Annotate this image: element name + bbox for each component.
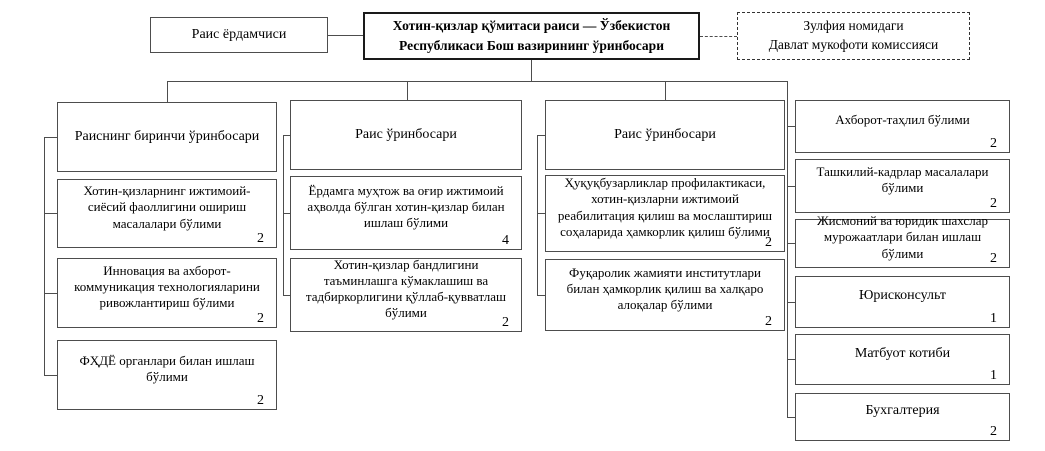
dept-label: Ёрдамга муҳтож ва оғир ижтимоий аҳволда бўлган хотин-қизлар билан ишлаш бўлими (307, 182, 505, 231)
staff-count: 2 (502, 314, 509, 330)
staff-count: 4 (502, 232, 509, 248)
box-unit-press-secretary (795, 334, 1010, 385)
first-deputy-label: Раиснинг биринчи ўринбосари (74, 129, 260, 145)
staff-count: 2 (990, 250, 997, 266)
box-unit-appeals (795, 213, 1010, 268)
box-dept-employment-entrepreneurship (290, 258, 522, 332)
connector-chairman-down (531, 60, 532, 81)
staff-count: 1 (990, 310, 997, 326)
commission-label-line2: Давлат мукофоти комиссияси (768, 37, 939, 52)
dept-label: Хотин-қизларнинг ижтимоий-сиёсий фаоллигини ошириш масалалари бўлими (83, 183, 251, 231)
deputy2-label: Раис ўринбосари (614, 127, 716, 143)
dept-label: Фуқаролик жамияти институтлари билан ҳамкорлик қилиш ва халқаро алоқалар бўлими (566, 264, 764, 313)
connector-col3-stub (665, 81, 666, 100)
unit-label: Ташкилий-кадрлар масалалари бўлими (816, 163, 989, 195)
connector-unit3-stub (787, 243, 795, 244)
connector-unit6-stub (787, 417, 795, 418)
connector-col3-spine (537, 135, 538, 295)
staff-count: 2 (990, 195, 997, 211)
staff-count: 2 (257, 392, 264, 408)
box-dept-needy-women (290, 176, 522, 250)
box-chair-assistant (150, 17, 328, 53)
unit-label: Матбуот котиби (854, 345, 951, 361)
box-first-deputy-chairman (57, 102, 277, 172)
staff-count: 1 (990, 367, 997, 383)
dept-label: Ҳуқуқбузарликлар профилактикаси, хотин-қизларни ижтимоий реабилитация қилиш ва мослаштириш соҳаларида ҳамкорлик қилиш бўлими (557, 175, 773, 239)
connector-col1-spine (44, 137, 45, 375)
staff-count: 2 (765, 234, 772, 250)
box-dept-civil-registry (57, 340, 277, 410)
connector-col2-stub (407, 81, 408, 100)
deputy1-label: Раис ўринбосари (355, 127, 457, 143)
chairman-label-line1: Хотин-қизлар қўмитаси раиси — Ўзбекистон (392, 18, 671, 34)
box-deputy-chairman-2 (545, 100, 785, 170)
box-dept-innovation-ict (57, 258, 277, 328)
staff-count: 2 (765, 313, 772, 329)
staff-count: 2 (990, 423, 997, 439)
connector-col1-child3-stub (44, 375, 57, 376)
connector-main-horizontal (167, 81, 788, 82)
unit-label: Жисмоний ва юридик шахслар мурожаатлари билан ишлаш бўлими (817, 213, 988, 261)
connector-col2-child2-stub (283, 295, 290, 296)
connector-col3-child2-stub (537, 295, 545, 296)
connector-col2-header-stub (283, 135, 290, 136)
box-dept-offense-prevention-rehabilitation (545, 175, 785, 252)
box-unit-legal-adviser (795, 276, 1010, 328)
box-zulfiya-commission (737, 12, 970, 60)
box-unit-accounting (795, 393, 1010, 441)
connector-col2-spine (283, 135, 284, 295)
staff-count: 2 (990, 135, 997, 151)
dept-label: Инновация ва ахборот-коммуникация технологияларини ривожлантириш бўлими (74, 262, 260, 311)
dept-label: Хотин-қизлар бандлигини таъминлашга кўмаклашиш ва тадбиркорлигини қўллаб-қувватлаш бўлими (305, 256, 507, 321)
connector-col1-child1-stub (44, 213, 57, 214)
connector-unit2-stub (787, 186, 795, 187)
box-committee-chairman (363, 12, 700, 60)
connector-col1-child2-stub (44, 293, 57, 294)
connector-chairman-commission-dashed (700, 36, 737, 37)
commission-label-line1: Зулфия номидаги (803, 18, 904, 34)
staff-count: 2 (257, 230, 264, 246)
chair-assistant-label: Раис ёрдамчиси (191, 27, 287, 43)
connector-col1-header-stub (44, 137, 57, 138)
connector-unit1-stub (787, 126, 795, 127)
unit-label: Бухгалтерия (865, 403, 940, 419)
connector-col4-spine (787, 81, 788, 417)
connector-col3-child1-stub (537, 213, 545, 214)
dept-label: ФҲДЁ органлари билан ишлаш бўлими (79, 352, 255, 384)
box-dept-civil-society-international (545, 259, 785, 331)
connector-col2-child1-stub (283, 213, 290, 214)
staff-count: 2 (257, 310, 264, 326)
connector-assistant-chairman (328, 35, 363, 36)
box-unit-information-analysis (795, 100, 1010, 153)
connector-col3-header-stub (537, 135, 545, 136)
box-deputy-chairman-1 (290, 100, 522, 170)
connector-unit5-stub (787, 359, 795, 360)
unit-label: Ахборот-таҳлил бўлими (835, 112, 970, 128)
connector-unit4-stub (787, 302, 795, 303)
box-dept-social-political-activity (57, 179, 277, 248)
unit-label: Юрисконсульт (858, 288, 947, 304)
box-unit-organizational-personnel (795, 159, 1010, 213)
chairman-label-line2: Республикаси Бош вазирининг ўринбосари (399, 38, 664, 53)
connector-col1-stub (167, 81, 168, 102)
